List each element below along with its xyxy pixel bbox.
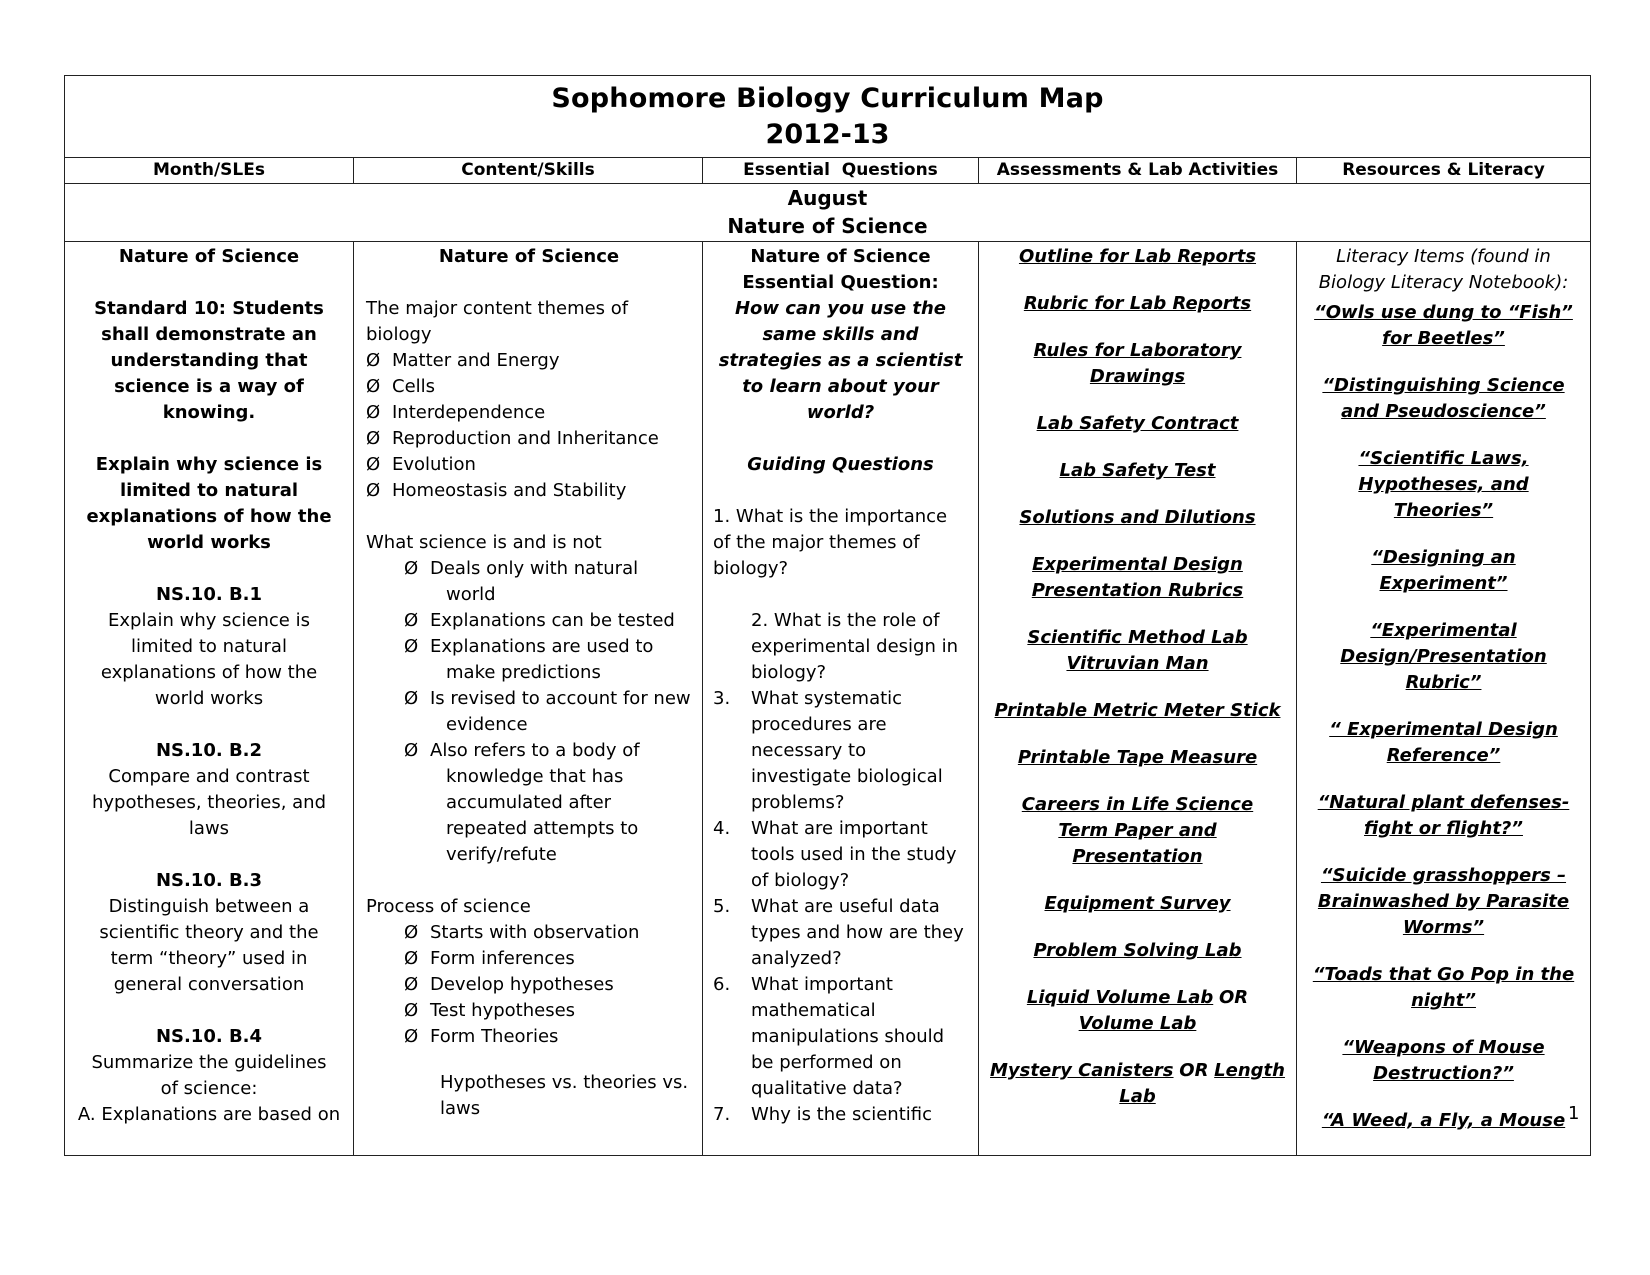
month-label: August bbox=[787, 186, 868, 210]
literacy-intro: Literacy Items (found in Biology Literacy Notebook): bbox=[1318, 246, 1569, 293]
sle-trailing-text: A. Explanations are based on bbox=[77, 1104, 341, 1125]
essential-questions-column bbox=[703, 242, 979, 1156]
guiding-question: 1. What is the importance of the major themes of biology? bbox=[713, 506, 948, 579]
lab-link[interactable]: Printable Tape Measure bbox=[1017, 747, 1258, 768]
themes-intro: The major content themes of biology bbox=[366, 298, 629, 345]
list-item: Ø Form Theories bbox=[404, 1026, 559, 1047]
page-number: 1 bbox=[1568, 1103, 1580, 1124]
hypotheses-note: Hypotheses vs. theories vs. laws bbox=[440, 1072, 689, 1119]
lab-link[interactable]: Lab Safety Test bbox=[1059, 460, 1216, 481]
literacy-link[interactable]: “Toads that Go Pop in the night” bbox=[1312, 964, 1575, 1011]
literacy-link[interactable]: “Distinguishing Science and Pseudoscience” bbox=[1322, 375, 1565, 422]
list-item: Ø Matter and Energy bbox=[366, 350, 560, 371]
guiding-question: 6. What important mathematical manipulations should be performed on qualitative data? bbox=[713, 974, 945, 1099]
essential-question-label: Essential Question: bbox=[742, 272, 939, 293]
literacy-link[interactable]: “ Experimental Design Reference” bbox=[1329, 719, 1558, 766]
school-year: 2012-13 bbox=[765, 119, 890, 150]
sle-description: Distinguish between a scientific theory and the term “theory” used in general conversation bbox=[99, 896, 319, 995]
col3-heading: Nature of Science bbox=[750, 246, 931, 267]
lab-link[interactable]: Length Lab bbox=[1119, 1060, 1285, 1107]
sles-column bbox=[65, 242, 354, 1156]
list-item: Ø Develop hypotheses bbox=[404, 974, 614, 995]
guiding-questions-label: Guiding Questions bbox=[747, 454, 934, 475]
list-item: Ø Homeostasis and Stability bbox=[366, 480, 627, 501]
lab-link[interactable]: Problem Solving Lab bbox=[1033, 940, 1242, 961]
lab-link[interactable]: Solutions and Dilutions bbox=[1019, 507, 1256, 528]
list-item: Ø Is revised to account for new evidence bbox=[404, 688, 691, 735]
header-month-sles: Month/SLEs bbox=[65, 158, 354, 184]
science-list bbox=[366, 556, 692, 868]
list-item: Ø Also refers to a body of knowledge that has accumulated after repeated attempts to verify/refute bbox=[404, 740, 640, 865]
month-cell bbox=[65, 184, 1591, 242]
header-assessments: Assessments & Lab Activities bbox=[979, 158, 1297, 184]
list-item: Ø Explanations are used to make predictions bbox=[404, 636, 654, 683]
list-item: Ø Interdependence bbox=[366, 402, 546, 423]
lab-link[interactable]: Mystery Canisters bbox=[990, 1060, 1174, 1081]
list-item: Ø Explanations can be tested bbox=[404, 610, 675, 631]
guiding-question: 4. What are important tools used in the study of biology? bbox=[713, 818, 957, 891]
guiding-question: 5. What are useful data types and how are they analyzed? bbox=[713, 896, 964, 969]
list-item: Ø Form inferences bbox=[404, 948, 575, 969]
standard-text: Standard 10: Students shall demonstrate an understanding that science is a way of knowing. bbox=[94, 298, 324, 423]
or-separator: OR bbox=[1218, 987, 1249, 1008]
lab-link[interactable]: Rules for Laboratory Drawings bbox=[1033, 340, 1242, 387]
header-essential-questions: Essential Questions bbox=[703, 158, 979, 184]
curriculum-table bbox=[64, 75, 1591, 1156]
header-resources: Resources & Literacy bbox=[1297, 158, 1591, 184]
or-separator: OR bbox=[1179, 1060, 1209, 1081]
lab-link[interactable]: Careers in Life Science Term Paper and Presentation bbox=[1021, 794, 1254, 867]
literacy-link[interactable]: “Natural plant defenses- fight or flight?” bbox=[1317, 792, 1570, 839]
lab-link[interactable]: Rubric for Lab Reports bbox=[1023, 293, 1252, 314]
list-item: Ø Deals only with natural world bbox=[404, 558, 639, 605]
process-intro: Process of science bbox=[366, 896, 531, 917]
literacy-link[interactable]: “Suicide grasshoppers – Brainwashed by Parasite Worms” bbox=[1317, 865, 1570, 938]
literacy-link[interactable]: “Weapons of Mouse Destruction?” bbox=[1342, 1037, 1545, 1084]
content-skills-column bbox=[354, 242, 703, 1156]
header-content-skills: Content/Skills bbox=[354, 158, 703, 184]
sle-description: Explain why science is limited to natural explanations of how the world works bbox=[100, 610, 318, 709]
guiding-question: 3. What systematic procedures are necessary to investigate biological problems? bbox=[713, 688, 943, 813]
sle-description: Compare and contrast hypotheses, theories, and laws bbox=[91, 766, 327, 839]
col2-heading: Nature of Science bbox=[438, 246, 620, 267]
assessments-column bbox=[979, 242, 1297, 1156]
resources-column bbox=[1297, 242, 1591, 1156]
sle-code: NS.10. B.1 bbox=[155, 584, 263, 605]
essential-question: How can you use the same skills and strategies as a scientist to learn about your world? bbox=[718, 298, 963, 423]
literacy-link[interactable]: “Designing an Experiment” bbox=[1371, 547, 1516, 594]
sle-code: NS.10. B.4 bbox=[155, 1026, 263, 1047]
explain-text: Explain why science is limited to natural explanations of how the world works bbox=[86, 454, 332, 553]
lab-link[interactable]: Printable Metric Meter Stick bbox=[994, 700, 1281, 721]
lab-link[interactable]: Outline for Lab Reports bbox=[1018, 246, 1257, 267]
lab-link[interactable]: Experimental Design Presentation Rubrics bbox=[1031, 554, 1244, 601]
sle-code: NS.10. B.2 bbox=[155, 740, 263, 761]
document-title: Sophomore Biology Curriculum Map bbox=[551, 83, 1104, 114]
lab-link[interactable]: Scientific Method Lab Vitruvian Man bbox=[1027, 627, 1248, 674]
lab-choice bbox=[989, 985, 1286, 1037]
sle-code: NS.10. B.3 bbox=[155, 870, 263, 891]
list-item: Ø Reproduction and Inheritance bbox=[366, 428, 659, 449]
lab-link[interactable]: Lab Safety Contract bbox=[1036, 413, 1239, 434]
guiding-question: 2. What is the role of experimental design in biology? bbox=[751, 610, 958, 683]
lab-link[interactable]: Liquid Volume Lab bbox=[1026, 987, 1214, 1008]
list-item: Ø Test hypotheses bbox=[404, 1000, 576, 1021]
lab-choice bbox=[989, 1058, 1286, 1110]
lab-link[interactable]: Volume Lab bbox=[1078, 1013, 1197, 1034]
science-intro: What science is and is not bbox=[366, 532, 602, 553]
lab-link[interactable]: Equipment Survey bbox=[1044, 893, 1231, 914]
list-item: Ø Cells bbox=[366, 376, 436, 397]
col1-heading: Nature of Science bbox=[118, 246, 300, 267]
literacy-link[interactable]: “Scientific Laws, Hypotheses, and Theories” bbox=[1358, 448, 1529, 521]
theme-list bbox=[366, 348, 692, 504]
process-list bbox=[366, 920, 692, 1050]
literacy-link[interactable]: “Experimental Design/Presentation Rubric” bbox=[1340, 620, 1547, 693]
literacy-link[interactable]: “Owls use dung to “Fish” for Beetles” bbox=[1314, 302, 1573, 349]
sle-description: Summarize the guidelines of science: bbox=[91, 1052, 327, 1099]
guiding-question: 7. Why is the scientific bbox=[713, 1104, 932, 1125]
literacy-link[interactable]: “A Weed, a Fly, a Mouse bbox=[1321, 1110, 1566, 1131]
header-row bbox=[65, 158, 1591, 184]
title-cell bbox=[65, 76, 1591, 158]
list-item: Ø Evolution bbox=[366, 454, 476, 475]
list-item: Ø Starts with observation bbox=[404, 922, 640, 943]
unit-label: Nature of Science bbox=[727, 214, 928, 238]
